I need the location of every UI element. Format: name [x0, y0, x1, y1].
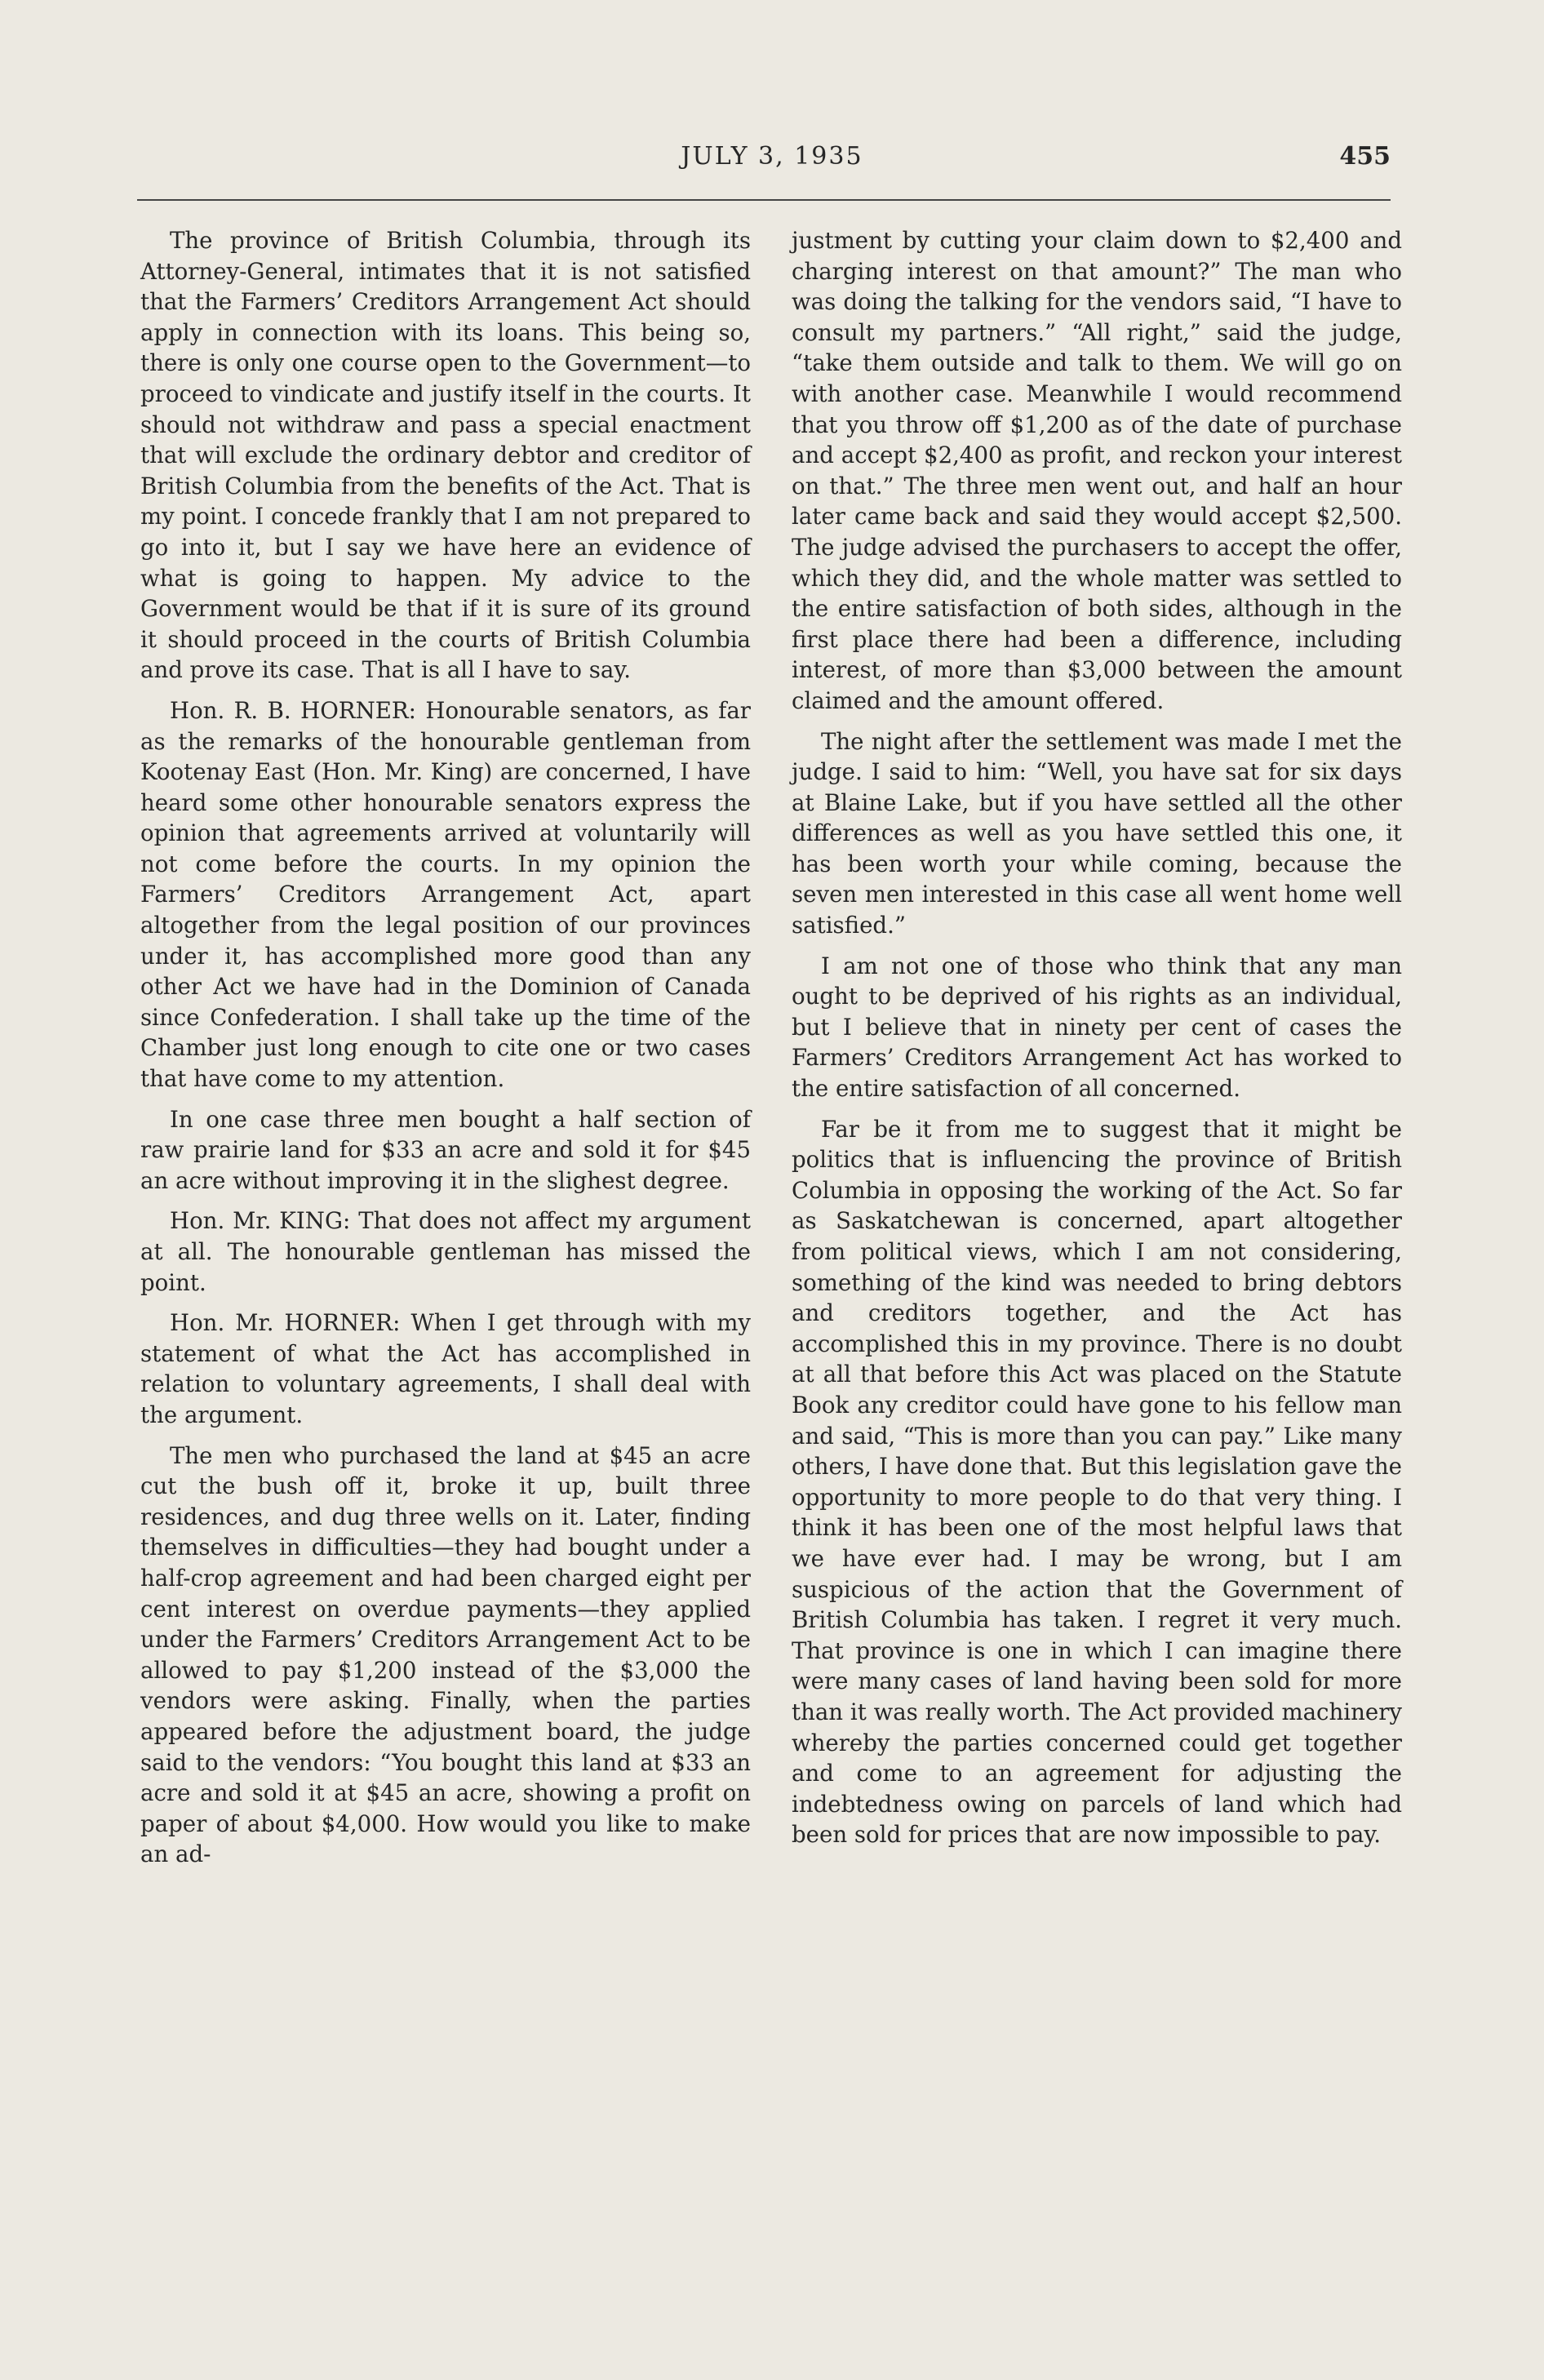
paragraph: The night after the settlement was made I met the judge. I said to him: “Well, you have sat for six days at Blaine Lake, but if you have settled all the other differences as well as you have settled this one, it has been worth your while coming, because the seven men interested in this case all went home well satisfied.”: [792, 727, 1402, 939]
paragraph: Hon. Mr. KING: That does not affect my argument at all. The honourable gentleman has missed the point.: [140, 1207, 751, 1296]
paragraph: The men who purchased the land at $45 an acre cut the bush off it, broke it up, built three residences, and dug three wells on it. Later, finding themselves in difficulties—they had bought under a half-crop agreement and had been charged eight per cent interest on overdue payments—they applied under the Farmers’ Creditors Arrangement Act to be allowed to pay $1,200 instead of the $3,000 the vendors were asking. Finally, when the parties appeared before the adjustment board, the judge said to the vendors: “You bought this land at $33 an acre and sold it at $45 an acre, showing a profit on paper of about $4,000. How would you like to make an ad-: [140, 1441, 751, 1868]
paragraph-continued: justment by cutting your claim down to $2,400 and charging interest on that amount?” The man who was doing the talking for the vendors said, “I have to consult my partners.” “All right,” said the judge, “take them outside and talk to them. We will go on with another case. Meanwhile I would recommend that you throw off $1,200 as of the date of purchase and accept $2,400 as profit, and reckon your interest on that.” The three men went out, and half an hour later came back and said they would accept $2,500. The judge advised the purchasers to accept the offer, which they did, and the whole matter was settled to the entire satisfaction of both sides, although in the first place there had been a difference, including interest, of more than $3,000 between the amount claimed and the amount offered.: [792, 227, 1402, 714]
header-rule: [137, 199, 1391, 201]
page-number: 455: [1339, 142, 1391, 171]
paragraph: Hon. R. B. HORNER: Honourable senators, as far as the remarks of the honourable gentleman from Kootenay East (Hon. Mr. King) are concerned, I have heard some other honourable senators express the opinion that agreements arrived at voluntarily will not come before the courts. In my opinion the Farmers’ Creditors Arrangement Act, apart altogether from the legal position of our provinces under it, has accomplished more good than any other Act we have had in the Dominion of Canada since Confederation. I shall take up the time of the Chamber just long enough to cite one or two cases that have come to my attention.: [140, 696, 751, 1093]
paragraph: I am not one of those who think that any man ought to be deprived of his rights as an individual, but I believe that in ninety per cent of cases the Farmers’ Creditors Arrangement Act has worked to the entire satisfaction of all concerned.: [792, 952, 1402, 1103]
paragraph: In one case three men bought a half section of raw prairie land for $33 an acre and sold it for $45 an acre without improving it in the slighest degree.: [140, 1105, 751, 1194]
paragraph: Hon. Mr. HORNER: When I get through with my statement of what the Act has accomplished in relation to voluntary agreements, I shall deal with the argument.: [140, 1309, 751, 1428]
right-column: [792, 225, 1402, 1850]
header-date: JULY 3, 1935: [681, 142, 863, 171]
paragraph: Far be it from me to suggest that it might be politics that is influencing the province of British Columbia in opposing the working of the Act. So far as Saskatchewan is concerned, apart altogether from political views, which I am not considering, something of the kind was needed to bring debtors and creditors together, and the Act has accomplished this in my province. There is no doubt at all that before this Act was placed on the Statute Book any creditor could have gone to his fellow man and said, “This is more than you can pay.” Like many others, I have done that. But this legislation gave the opportunity to more people to do that very thing. I think it has been one of the most helpful laws that we have ever had. I may be wrong, but I am suspicious of the action that the Government of British Columbia has taken. I regret it very much. That province is one in which I can imagine there were many cases of land having been sold for more than it was really worth. The Act provided machinery whereby the parties concerned could get together and come to an agreement for adjusting the indebtedness owing on parcels of land which had been sold for prices that are now impossible to pay.: [792, 1115, 1402, 1849]
running-header: [0, 142, 1544, 183]
paragraph: The province of British Columbia, through its Attorney-General, intimates that it is not satisfied that the Farmers’ Creditors Arrangement Act should apply in connection with its loans. This being so, there is only one course open to the Government—to proceed to vindicate and justify itself in the courts. It should not withdraw and pass a special enactment that will exclude the ordinary debtor and creditor of British Columbia from the benefits of the Act. That is my point. I concede frankly that I am not prepared to go into it, but I say we have here an evidence of what is going to happen. My advice to the Government would be that if it is sure of its ground it should proceed in the courts of British Columbia and prove its case. That is all I have to say.: [140, 227, 751, 684]
left-column: [140, 225, 751, 1870]
